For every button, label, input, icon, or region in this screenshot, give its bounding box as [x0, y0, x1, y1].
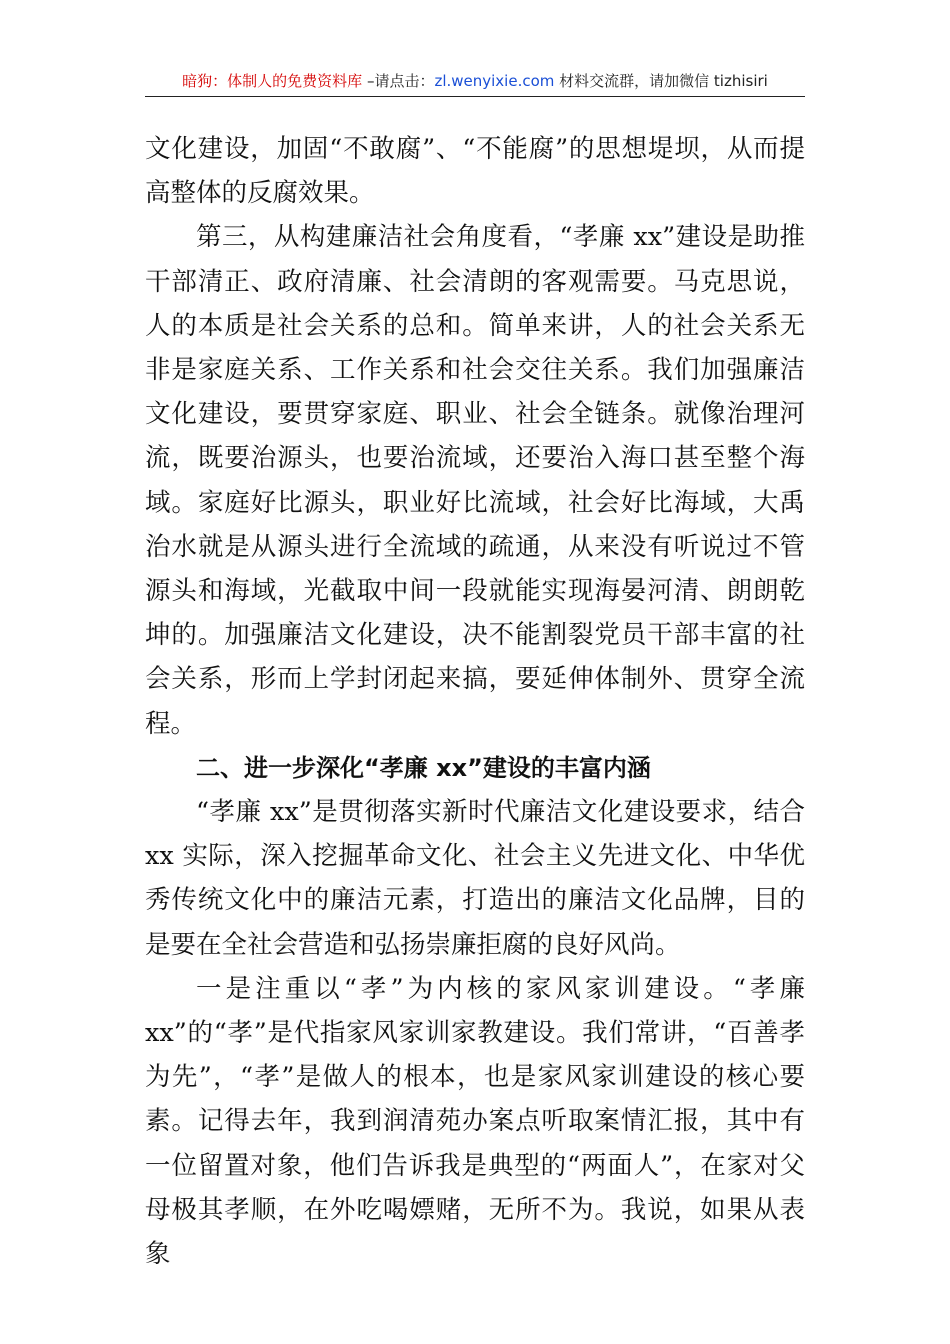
header-site-name: 暗狗：体制人的免费资料库 — [182, 72, 363, 90]
document-body — [145, 127, 805, 1276]
header-click-prompt: –请点击： — [362, 72, 435, 90]
paragraph-intro: “孝廉 xx”是贯彻落实新时代廉洁文化建设要求，结合 xx 实际，深入挖掘革命文化、社会主义先进文化、中华优秀传统文化中的廉洁元素，打造出的廉洁文化品牌，目的是要在全社会营造和弘扬崇廉拒腐的良好风尚。 — [145, 797, 805, 960]
paragraph-point-one: 一是注重以“孝”为内核的家风家训建设。“孝廉 xx”的“孝”是代指家风家训家教建设。我们常讲，“百善孝为先”，“孝”是做人的根本，也是家风家训建设的核心要素。记得去年，我到润清苑办案点听取案情汇报，其中有一位留置对象，他们告诉我是典型的“两面人”，在家对父母极其孝顺，在外吃喝嫖赌，无所不为。我说，如果从表象 — [145, 973, 805, 1270]
document-header — [145, 66, 805, 97]
header-link[interactable]: zl.wenyixie.com — [434, 72, 555, 90]
header-wechat-note: 材料交流群，请加微信 tizhisiri — [554, 72, 768, 90]
paragraph-continuation: 文化建设，加固“不敢腐”、“不能腐”的思想堤坝，从而提高整体的反腐效果。 — [145, 134, 805, 209]
paragraph-third-point: 第三，从构建廉洁社会角度看，“孝廉 xx”建设是助推干部清正、政府清廉、社会清朗的客观需要。马克思说，人的本质是社会关系的总和。简单来讲，人的社会关系无非是家庭关系、工作关系和社会交往关系。我们加强廉洁文化建设，要贯穿家庭、职业、社会全链条。就像治理河流，既要治源头，也要治流域，还要治入海口甚至整个海域。家庭好比源头，职业好比流域，社会好比海域，大禹治水就是从源头进行全流域的疏通，从来没有听说过不管源头和海域，光截取中间一段就能实现海晏河清、朗朗乾坤的。加强廉洁文化建设，决不能割裂党员干部丰富的社会关系，形而上学封闭起来搞，要延伸体制外、贯穿全流程。 — [145, 222, 805, 739]
section-heading: 二、进一步深化“孝廉 xx”建设的丰富内涵 — [196, 753, 651, 782]
